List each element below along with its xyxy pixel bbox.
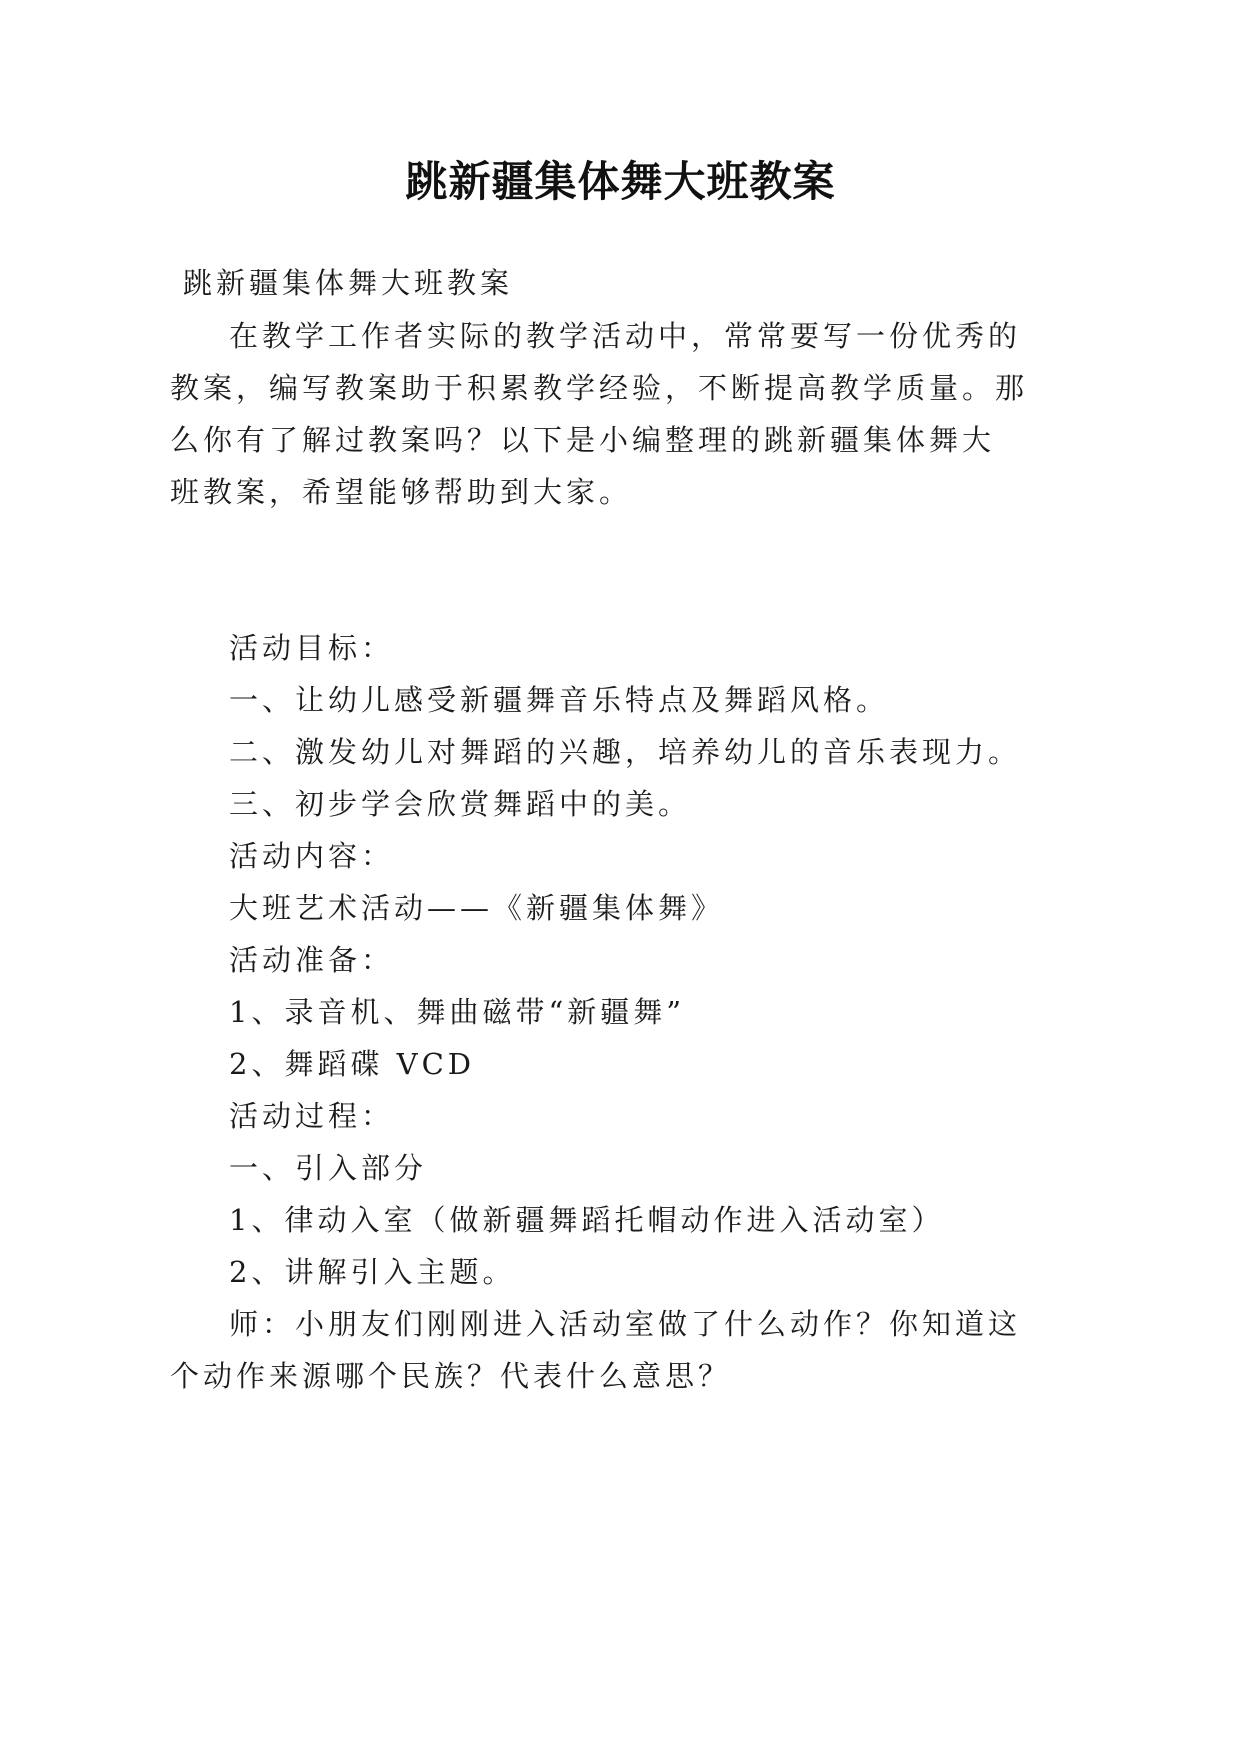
section-heading-preparation: 活动准备： bbox=[229, 943, 395, 977]
section-heading-process: 活动过程： bbox=[229, 1099, 395, 1133]
document-subtitle: 跳新疆集体舞大班教案 bbox=[183, 266, 514, 300]
document-title: 跳新疆集体舞大班教案 bbox=[405, 157, 836, 206]
intro-line: 班教案，希望能够帮助到大家。 bbox=[170, 475, 633, 509]
intro-line: 么你有了解过教案吗？以下是小编整理的跳新疆集体舞大 bbox=[170, 423, 996, 457]
process-item: 一、引入部分 bbox=[229, 1151, 428, 1185]
goal-item: 三、初步学会欣赏舞蹈中的美。 bbox=[229, 787, 692, 821]
preparation-item: 2、舞蹈碟 VCD bbox=[229, 1047, 476, 1081]
closing-line: 个动作来源哪个民族？代表什么意思？ bbox=[170, 1359, 732, 1393]
process-item: 2、讲解引入主题。 bbox=[229, 1255, 516, 1289]
process-item: 1、律动入室（做新疆舞蹈托帽动作进入活动室） bbox=[229, 1203, 945, 1237]
intro-line: 在教学工作者实际的教学活动中，常常要写一份优秀的 bbox=[229, 319, 1022, 353]
goal-item: 二、激发幼儿对舞蹈的兴趣，培养幼儿的音乐表现力。 bbox=[229, 735, 1022, 769]
closing-line: 师：小朋友们刚刚进入活动室做了什么动作？你知道这 bbox=[229, 1307, 1022, 1341]
preparation-item: 1、录音机、舞曲磁带“新疆舞” bbox=[229, 995, 686, 1029]
content-item: 大班艺术活动——《新疆集体舞》 bbox=[229, 891, 725, 925]
section-heading-content: 活动内容： bbox=[229, 839, 395, 873]
goal-item: 一、让幼儿感受新疆舞音乐特点及舞蹈风格。 bbox=[229, 683, 890, 717]
section-heading-goals: 活动目标： bbox=[229, 631, 395, 665]
intro-line: 教案，编写教案助于积累教学经验，不断提高教学质量。那 bbox=[170, 371, 1029, 405]
